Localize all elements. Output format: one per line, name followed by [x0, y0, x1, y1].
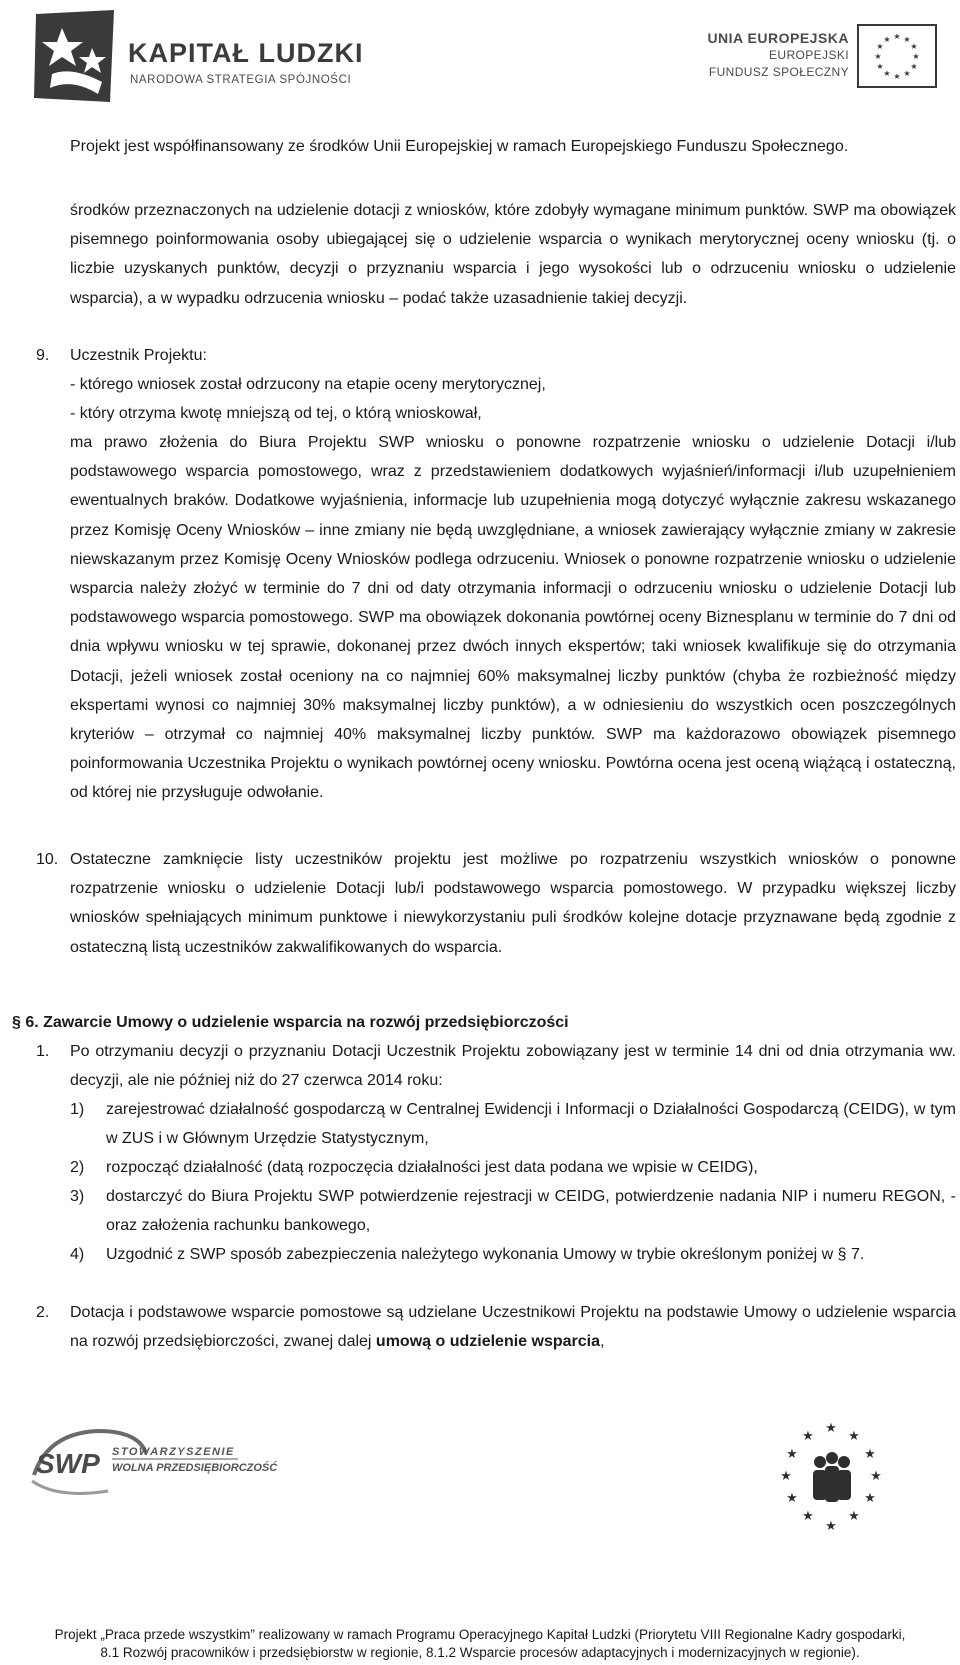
eu-flag-icon	[857, 24, 937, 88]
kapital-ludzki-logo	[32, 8, 364, 108]
item-9-intro: Uczestnik Projektu:	[70, 347, 207, 364]
s6-sub-2-number: 2)	[70, 1159, 85, 1176]
eu-logo-line3: FUNDUSZ SPOŁECZNY	[708, 65, 849, 79]
svg-text:★: ★	[848, 1429, 860, 1444]
svg-text:★: ★	[802, 1509, 814, 1524]
svg-text:★: ★	[910, 62, 918, 71]
svg-text:★: ★	[883, 35, 891, 44]
svg-text:★: ★	[848, 1509, 860, 1524]
item-10-number: 10.	[36, 851, 59, 868]
swp-logo	[28, 1425, 278, 1505]
s6-sub-1-number: 1)	[70, 1101, 85, 1118]
kapital-ludzki-title: KAPITAŁ LUDZKI	[128, 38, 364, 68]
svg-text:★: ★	[864, 1491, 876, 1506]
svg-text:★: ★	[780, 1469, 792, 1484]
s6-item-2-bold-term: umową o udzielenie wsparcia	[375, 1333, 600, 1351]
s6-sub-3-body: dostarczyć do Biura Projektu SWP potwierdzenie rejestracji w CEIDG, potwierdzenie nadania NIP i numeru REGON, -oraz założenia rachunku bankowego,	[106, 1188, 956, 1235]
eu-logo-line1: UNIA EUROPEJSKA	[707, 30, 849, 46]
item-9-body: ma prawo złożenia do Biura Projektu SWP wniosku o ponowne rozpatrzenie wniosku o udzielenie Dotacji i/lub podstawowego wsparcia pomostowego, wraz z przedstawieniem dodatkowych wyjaśnień/informacji i/lub uzupełnieniem ewentualnych braków. Dodatkowe wyjaśnienia, informacje lub uzupełnienia mogą dotyczyć wyłącznie zakresu wskazanego przez Komisję Oceny Wniosków – inne zmiany nie będą uwzględniane, a wniosek zawierający wyłącznie zmiany w zakresie niewskazanym przez Komisję Oceny Wniosków podlega odrzuceniu. Wniosek o ponowne rozpatrzenie wniosku o udzielenie wsparcia należy złożyć w terminie do 7 dni od daty otrzymania informacji o odrzuceniu wniosku o udzielenie Dotacji lub podstawowego wsparcia pomostowego. SWP ma obowiązek dokonania powtórnej oceny Biznesplanu w terminie do 7 dni od dnia wpływu wniosku w tej sprawie, dokonanej przez dwóch innych ekspertów; taki wniosek kwalifikuje się do otrzymania Dotacji, jeżeli wniosek został oceniony na co najmniej 60% maksymalnej liczby punktów (chyba że rozbieżność między ekspertami wynosi co najmniej 30% maksymalnej liczby punktów), a w odniesieniu do wszystkich ocen poszczególnych kryteriów – otrzymał co najmniej 40% maksymalnej liczby punktów. SWP ma każdorazowo obowiązek pisemnego poinformowania Uczestnika Projektu o wynikach powtórnej oceny wniosku. Powtórna ocena jest oceną wiążącą i ostateczną, od której nie przysługuje odwołanie.	[70, 434, 956, 802]
svg-text:★: ★	[864, 1447, 876, 1462]
footer-caption	[0, 1626, 960, 1662]
svg-text:★: ★	[802, 1429, 814, 1444]
item-9-number: 9.	[36, 347, 50, 364]
s6-item-2-number: 2.	[36, 1304, 50, 1321]
header-caption: Projekt jest współfinansowany ze środków Unii Europejskiej w ramach Europejskiego Funduszu Społecznego.	[70, 138, 849, 155]
svg-text:★: ★	[825, 1519, 837, 1534]
svg-text:★: ★	[874, 52, 882, 61]
svg-text:★: ★	[786, 1447, 798, 1462]
footer-caption-line1: Projekt „Praca przede wszystkim” realizowany w ramach Programu Operacyjnego Kapitał Ludzki (Priorytetu VIII Regionalne Kadry gospodarki,	[54, 1627, 906, 1642]
s6-sub-1-body: zarejestrować działalność gospodarczą w Centralnej Ewidencji i Informacji o Działalności Gospodarczą (CEIDG), w tym w ZUS i w Głównym Urzędzie Statystycznym,	[106, 1101, 956, 1148]
s6-item-1-body: Po otrzymaniu decyzji o przyznaniu Dotacji Uczestnik Projektu zobowiązany jest w terminie 14 dni od dnia otrzymania ww. decyzji, ale nie później niż do 27 czerwca 2014 roku:	[70, 1043, 956, 1090]
eu-logo-text	[707, 30, 849, 81]
svg-text:★: ★	[786, 1491, 798, 1506]
s6-sub-2-body: rozpocząć działalność (datą rozpoczęcia działalności jest data podana we wpisie w CEIDG),	[106, 1159, 758, 1176]
swp-logo-letters: SWP	[36, 1448, 100, 1479]
s6-sub-4-number: 4)	[70, 1246, 85, 1263]
swp-logo-line2: WOLNA PRZEDSIĘBIORCZOŚĆ	[112, 1462, 278, 1474]
svg-text:★: ★	[870, 1469, 882, 1484]
svg-text:★: ★	[876, 42, 884, 51]
s6-item-2-text: Dotacja i podstawowe wsparcie pomostowe są udzielane Uczestnikowi Projektu na podstawie Umowy o udzielenie wsparcia na rozwój przedsiębiorczości, zwanej dalej	[70, 1304, 956, 1351]
s6-item-1-number: 1.	[36, 1043, 50, 1060]
s6-sub-3-number: 3)	[70, 1188, 85, 1205]
swp-logo-icon	[28, 1425, 278, 1505]
svg-text:★: ★	[903, 35, 911, 44]
svg-text:★: ★	[883, 69, 891, 78]
svg-text:★: ★	[903, 69, 911, 78]
s6-item-2-body	[70, 1298, 956, 1356]
eu-logo-line2: EUROPEJSKI	[768, 48, 849, 62]
s6-item-2-end: ,	[599, 1333, 605, 1351]
svg-text:★: ★	[912, 52, 920, 61]
people-stars-emblem-icon	[776, 1418, 886, 1536]
item-9-dash-2: - który otrzyma kwotę mniejszą od tej, o którą wnioskował,	[70, 405, 482, 422]
kapital-ludzki-subtitle: NARODOWA STRATEGIA SPÓJNOŚCI	[130, 74, 352, 86]
svg-text:★: ★	[893, 72, 901, 81]
item-9-dash-1: - którego wniosek został odrzucony na etapie oceny merytorycznej,	[70, 376, 546, 393]
footer-caption-line2: 8.1 Rozwój pracowników i przedsiębiorstw w regionie, 8.1.2 Wsparcie procesów adaptacyjnych i modernizacyjnych w regionie).	[100, 1645, 860, 1660]
swp-logo-line1: STOWARZYSZENIE	[112, 1446, 235, 1458]
svg-text:★: ★	[893, 32, 901, 41]
continuation-paragraph: środków przeznaczonych na udzielenie dotacji z wniosków, które zdobyły wymagane minimum punktów. SWP ma obowiązek pisemnego poinformowania osoby ubiegającej się o udzielenie wsparcia o wynikach merytorycznej oceny wniosku (tj. o liczbie uzyskanych punktów, decyzji o przyznaniu wsparcia i jego wysokości lub o odrzuceniu wniosku o udzielenie wsparcia), a w wypadku odrzucenia wniosku – podać także uzasadnienie takiej decyzji.	[70, 202, 956, 307]
section-6-heading: § 6. Zawarcie Umowy o udzielenie wsparcia na rozwój przedsiębiorczości	[12, 1014, 569, 1031]
svg-text:★: ★	[876, 62, 884, 71]
item-10-body: Ostateczne zamknięcie listy uczestników projektu jest możliwe po rozpatrzeniu wszystkich wniosków o ponowne rozpatrzenie wniosku o udzielenie Dotacji lub/i podstawowego wsparcia pomostowego. W przypadku większej liczby wniosków spełniających minimum punktowe i niewykorzystaniu puli środków kolejne dotacje przyznawane będą zgodnie z ostateczną listą uczestników zakwalifikowanych do wsparcia.	[70, 851, 956, 956]
eu-logo	[692, 24, 937, 94]
svg-text:★: ★	[825, 1421, 837, 1436]
svg-text:★: ★	[910, 42, 918, 51]
s6-sub-4-body: Uzgodnić z SWP sposób zabezpieczenia należytego wykonania Umowy w trybie określonym poniżej w § 7.	[106, 1246, 865, 1263]
kapital-ludzki-emblem-icon	[32, 8, 118, 106]
